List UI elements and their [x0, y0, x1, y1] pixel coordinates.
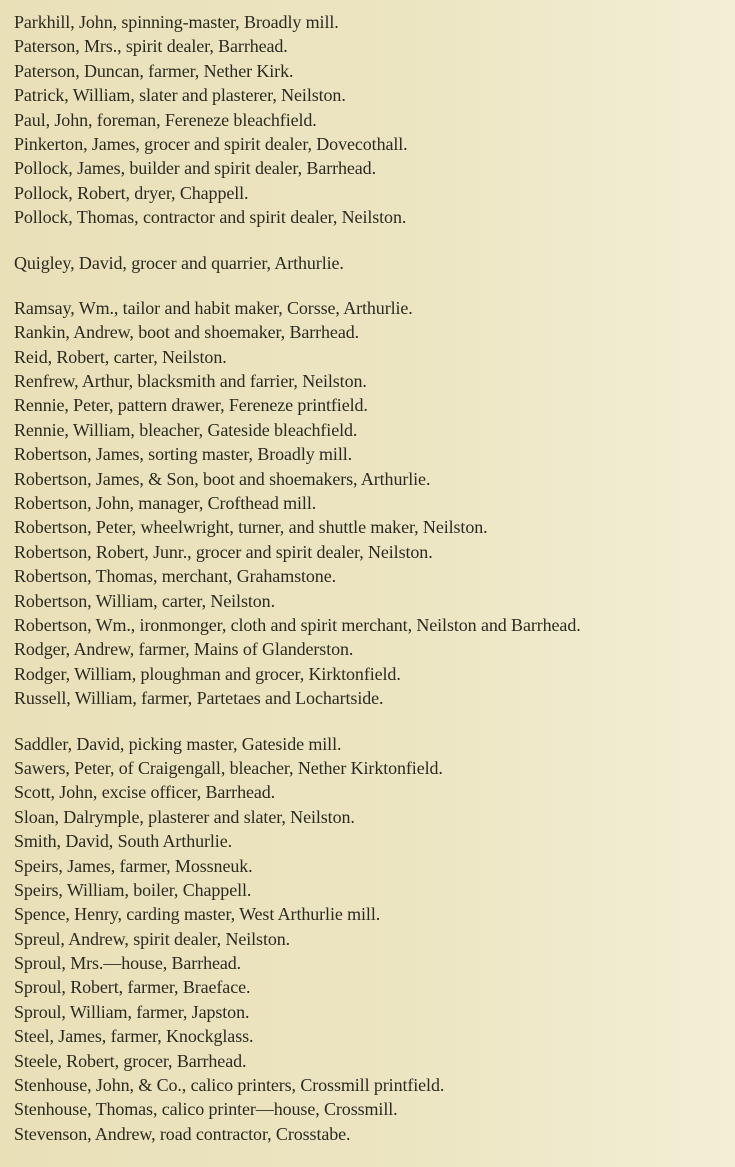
directory-entry: Sproul, William, farmer, Japston. — [14, 1001, 250, 1022]
directory-entry: Speirs, James, farmer, Mossneuk. — [14, 855, 253, 876]
directory-entry: Rodger, Andrew, farmer, Mains of Glanderston. — [14, 639, 354, 660]
directory-entry: Parkhill, John, spinning-master, Broadly mill. — [14, 12, 339, 32]
directory-entry: Robertson, James, & Son, boot and shoemakers, Arthurlie. — [14, 468, 431, 489]
section-r — [14, 296, 735, 711]
directory-entry: Robertson, William, carter, Neilston. — [14, 590, 275, 611]
directory-entry: Stevenson, Andrew, road contractor, Crosstabe. — [14, 1123, 351, 1144]
directory-entry: Pinkerton, James, grocer and spirit dealer, Dovecothall. — [14, 133, 408, 154]
directory-entry: Robertson, Peter, wheelwright, turner, and shuttle maker, Neilston. — [14, 517, 488, 538]
directory-entry: Rodger, William, ploughman and grocer, Kirktonfield. — [14, 663, 401, 684]
directory-entry: Patrick, William, slater and plasterer, Neilston. — [14, 85, 346, 106]
directory-entry: Robertson, Robert, Junr., grocer and spirit dealer, Neilston. — [14, 541, 433, 562]
directory-entry: Paterson, Duncan, farmer, Nether Kirk. — [14, 60, 294, 81]
directory-page — [14, 10, 735, 1167]
directory-entry: Sloan, Dalrymple, plasterer and slater, Neilston. — [14, 806, 355, 827]
section-q — [14, 251, 735, 275]
directory-entry: Quigley, David, grocer and quarrier, Arthurlie. — [14, 252, 344, 273]
directory-entry: Robertson, James, sorting master, Broadly mill. — [14, 444, 353, 465]
directory-entry: Ramsay, Wm., tailor and habit maker, Corsse, Arthurlie. — [14, 297, 413, 318]
directory-entry: Paterson, Mrs., spirit dealer, Barrhead. — [14, 36, 288, 57]
directory-entry: Robertson, John, manager, Crofthead mill. — [14, 493, 317, 514]
directory-entry: Paul, John, foreman, Fereneze bleachfield. — [14, 109, 317, 130]
directory-entry: Spence, Henry, carding master, West Arthurlie mill. — [14, 904, 381, 925]
directory-entry: Sproul, Mrs.—house, Barrhead. — [14, 953, 242, 974]
directory-entry: Pollock, Robert, dryer, Chappell. — [14, 182, 249, 203]
directory-entry: Sawers, Peter, of Craigengall, bleacher, Nether Kirktonfield. — [14, 757, 443, 778]
directory-entry: Saddler, David, picking master, Gateside mill. — [14, 733, 342, 754]
directory-entry: Reid, Robert, carter, Neilston. — [14, 346, 227, 367]
directory-entry: Stenhouse, Thomas, calico printer—house, Crossmill. — [14, 1099, 398, 1120]
directory-entry: Stenhouse, John, & Co., calico printers, Crossmill printfield. — [14, 1075, 445, 1096]
directory-entry: Speirs, William, boiler, Chappell. — [14, 879, 252, 900]
directory-entry: Sproul, Robert, farmer, Braeface. — [14, 977, 251, 998]
directory-entry: Rankin, Andrew, boot and shoemaker, Barrhead. — [14, 322, 360, 343]
directory-entry: Robertson, Thomas, merchant, Grahamstone. — [14, 566, 336, 587]
directory-entry: Smith, David, South Arthurlie. — [14, 831, 233, 852]
directory-entry: Steel, James, farmer, Knockglass. — [14, 1026, 254, 1047]
section-p — [14, 10, 735, 230]
directory-entry: Russell, William, farmer, Partetaes and Lochartside. — [14, 688, 384, 709]
directory-entry: Pollock, Thomas, contractor and spirit dealer, Neilston. — [14, 207, 407, 228]
directory-entry: Rennie, Peter, pattern drawer, Fereneze printfield. — [14, 395, 368, 416]
directory-entry: Renfrew, Arthur, blacksmith and farrier, Neilston. — [14, 371, 367, 392]
section-s — [14, 732, 735, 1147]
directory-entry: Robertson, Wm., ironmonger, cloth and spirit merchant, Neilston and Barrhead. — [14, 614, 581, 635]
directory-entry: Pollock, James, builder and spirit dealer, Barrhead. — [14, 158, 376, 179]
directory-entry: Spreul, Andrew, spirit dealer, Neilston. — [14, 928, 291, 949]
directory-entry: Scott, John, excise officer, Barrhead. — [14, 782, 276, 803]
directory-entry: Rennie, William, bleacher, Gateside bleachfield. — [14, 419, 358, 440]
directory-entry: Steele, Robert, grocer, Barrhead. — [14, 1050, 247, 1071]
